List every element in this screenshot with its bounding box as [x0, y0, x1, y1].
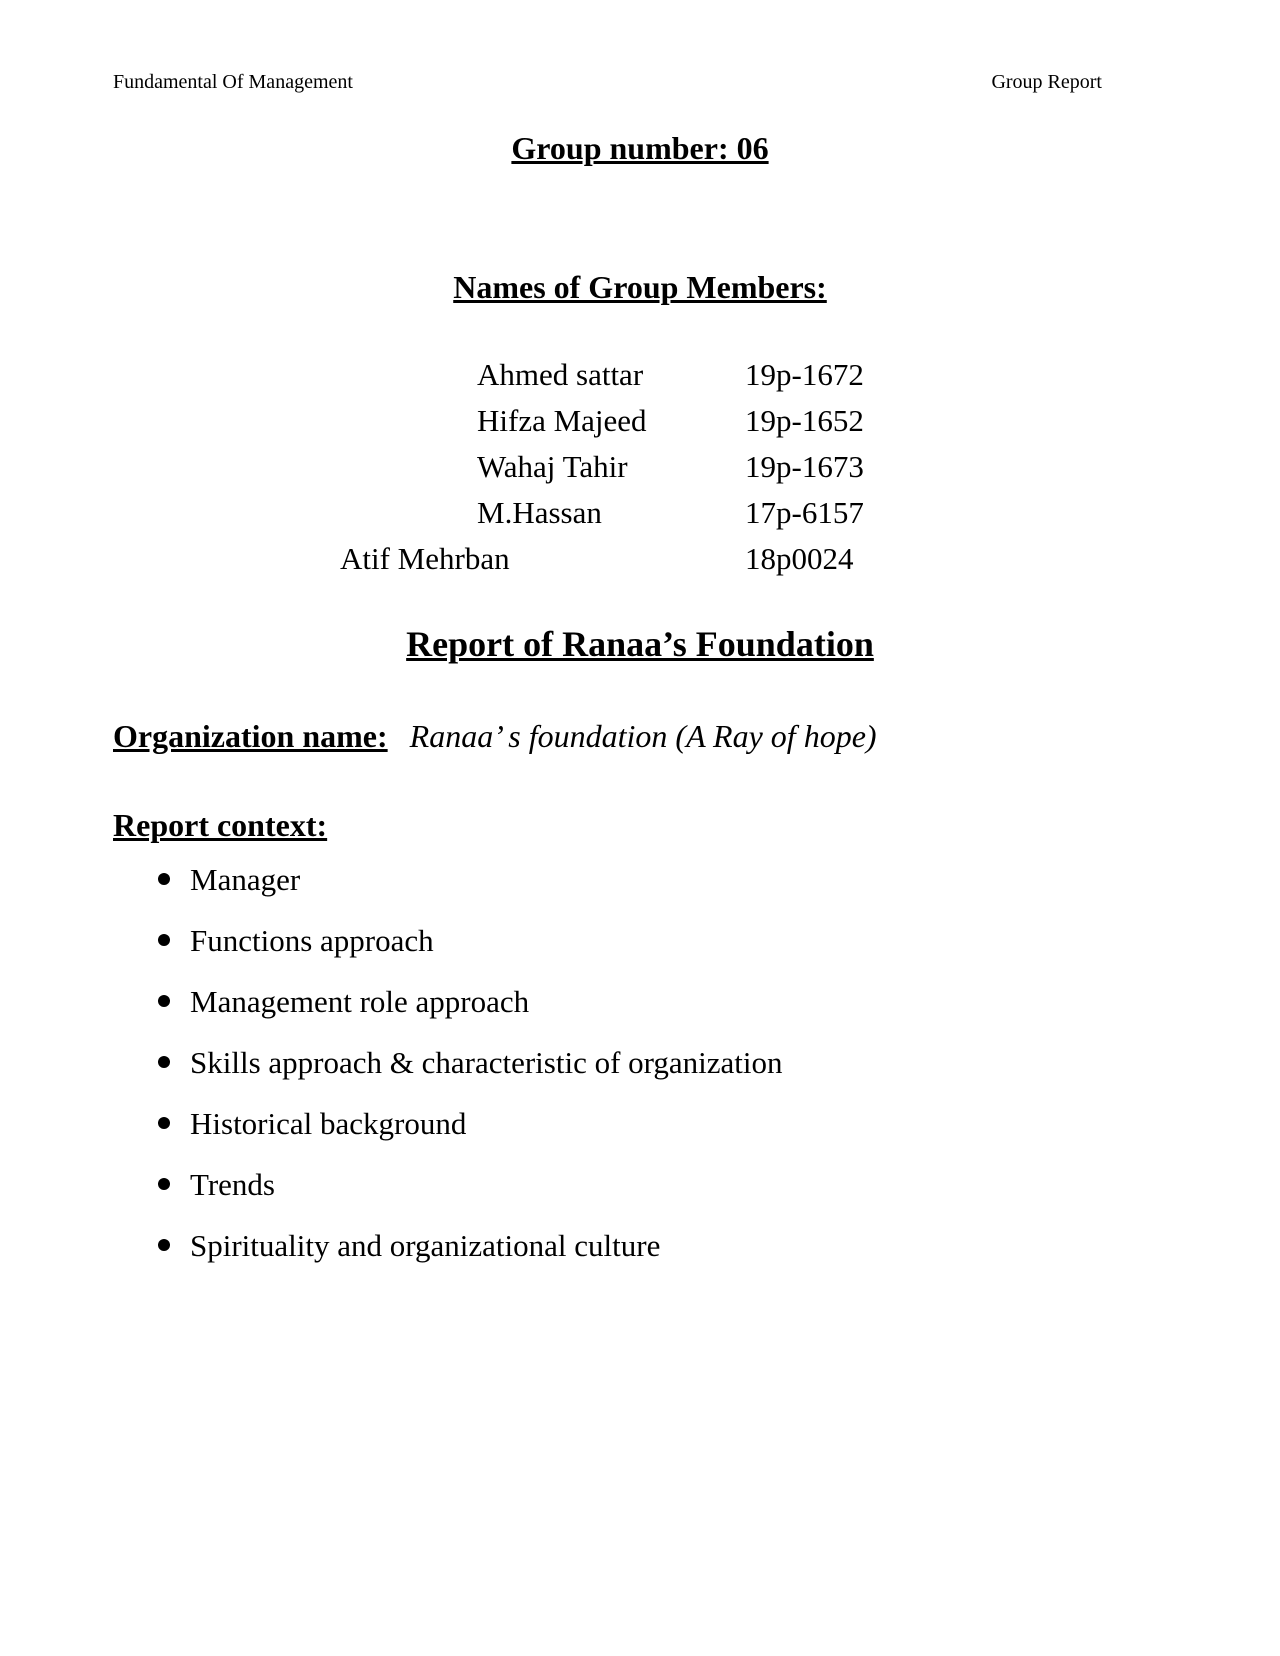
bullet-icon — [158, 1056, 170, 1068]
members-heading: Names of Group Members: — [453, 269, 827, 305]
member-name: Wahaj Tahir — [477, 449, 628, 484]
member-row — [340, 398, 1167, 444]
member-id: 18p0024 — [745, 541, 854, 576]
bullet-icon — [158, 995, 170, 1007]
page-header — [113, 70, 1167, 94]
list-item-text: Historical background — [190, 1106, 467, 1141]
list-item — [113, 1165, 1167, 1204]
bullet-icon — [158, 1117, 170, 1129]
list-item — [113, 982, 1167, 1021]
list-item-text: Skills approach & characteristic of organization — [190, 1045, 783, 1080]
member-name: Hifza Majeed — [477, 403, 647, 438]
list-item-text: Functions approach — [190, 923, 434, 958]
member-name: M.Hassan — [477, 495, 602, 530]
member-row — [340, 490, 1167, 536]
member-id: 19p-1673 — [745, 449, 864, 484]
list-item-text: Spirituality and organizational culture — [190, 1228, 661, 1263]
organization-line — [113, 714, 1167, 758]
organization-label: Organization name: — [113, 718, 388, 754]
report-title: Report of Ranaa’s Foundation — [406, 624, 874, 664]
members-list — [340, 352, 1167, 582]
header-right-text: Group Report — [991, 71, 1102, 93]
member-id: 19p-1652 — [745, 403, 864, 438]
bullet-icon — [158, 873, 170, 885]
bullet-icon — [158, 934, 170, 946]
list-item — [113, 860, 1167, 899]
list-item-text: Trends — [190, 1167, 275, 1202]
member-id: 17p-6157 — [745, 495, 864, 530]
member-row — [340, 352, 1167, 398]
member-id: 19p-1672 — [745, 357, 864, 392]
list-item-text: Manager — [190, 862, 301, 897]
member-name: Ahmed sattar — [477, 357, 644, 392]
header-left-text: Fundamental Of Management — [113, 71, 353, 93]
organization-value: Ranaa’ s foundation (A Ray of hope) — [409, 718, 877, 754]
list-item — [113, 1104, 1167, 1143]
report-context-label: Report context: — [113, 807, 328, 843]
list-item — [113, 1043, 1167, 1082]
report-context-list — [113, 860, 1167, 1265]
member-row — [340, 536, 1167, 582]
member-name: Atif Mehrban — [340, 541, 510, 576]
list-item-text: Management role approach — [190, 984, 530, 1019]
list-item — [113, 1226, 1167, 1265]
group-number-heading: Group number: 06 — [511, 130, 769, 166]
bullet-icon — [158, 1178, 170, 1190]
member-row — [340, 444, 1167, 490]
bullet-icon — [158, 1239, 170, 1251]
list-item — [113, 921, 1167, 960]
